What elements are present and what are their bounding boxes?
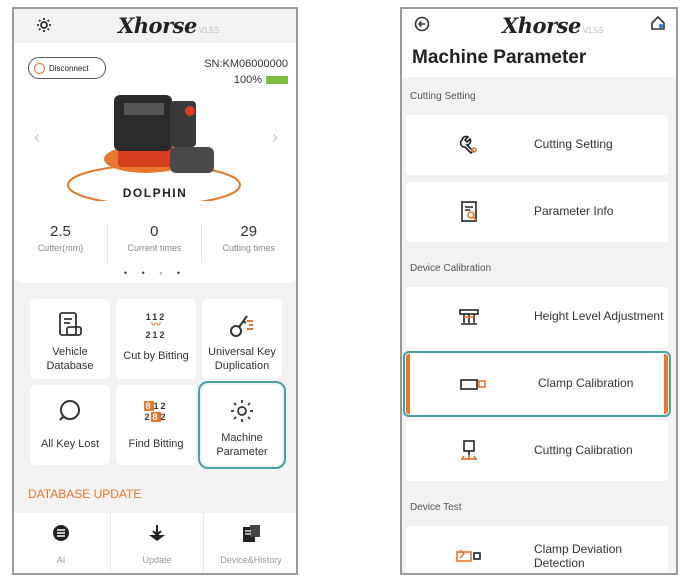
back-icon[interactable] (414, 16, 430, 37)
unlink-icon (34, 63, 45, 74)
clamp-icon (458, 369, 488, 399)
find-bitting-icon: 812 282 (144, 401, 168, 422)
row-clamp-deviation-detection[interactable]: Clamp Deviation Detection (406, 526, 668, 575)
prev-arrow-icon[interactable]: ‹ (34, 127, 40, 147)
stat-cutting-times: 29 Cutting times (222, 223, 275, 253)
machine-parameter-tile[interactable]: Machine Parameter (202, 385, 282, 465)
all-key-lost-tile[interactable]: All Key Lost (30, 385, 110, 465)
nav-update[interactable]: Update (110, 513, 204, 573)
page-title: Machine Parameter (412, 47, 587, 68)
machine-image (66, 81, 246, 201)
brand-logo: Xhorse V1.5.5 (502, 13, 603, 38)
brand-logo: Xhorse V1.5.5 (118, 13, 219, 38)
height-level-icon (454, 302, 484, 332)
database-update-link[interactable]: DATABASE UPDATE (28, 487, 142, 501)
home-screen (12, 7, 298, 575)
cut-by-bitting-tile[interactable]: 112 〰 212 Cut by Bitting (116, 299, 196, 379)
next-arrow-icon[interactable]: › (272, 127, 278, 147)
page-indicator: • • ◦ • (123, 268, 187, 278)
stat-cutter: 2.5 Cutter(mm) (14, 223, 108, 263)
row-parameter-info[interactable]: Parameter Info (406, 182, 668, 242)
search-icon (30, 397, 110, 427)
find-bitting-tile[interactable]: 812 282 Find Bitting (116, 385, 196, 465)
gear-icon (202, 397, 282, 427)
universal-key-duplication-tile[interactable]: Universal Key Duplication (202, 299, 282, 379)
cutting-calibration-icon (454, 436, 484, 466)
vehicle-database-tile[interactable]: Vehicle Database (30, 299, 110, 379)
ai-icon (14, 524, 108, 546)
nav-ai[interactable]: AI (14, 513, 108, 573)
device-history-icon (204, 524, 298, 546)
wrench-icon (454, 130, 484, 160)
bitting-icon: 112 〰 212 (145, 312, 167, 340)
bottom-nav (14, 513, 296, 573)
nav-device-history[interactable]: Device&History (204, 513, 298, 573)
row-clamp-calibration[interactable]: Clamp Calibration (406, 354, 668, 414)
section-heading: Cutting Setting (410, 91, 476, 102)
row-cutting-setting[interactable]: Cutting Setting (406, 115, 668, 175)
download-icon (111, 524, 203, 546)
machine-name: DOLPHIN (122, 186, 188, 200)
section-heading: Device Test (410, 502, 462, 513)
stats-row (14, 223, 296, 263)
machine-parameter-screen (400, 7, 678, 575)
clamp-deviation-icon (454, 541, 484, 571)
section-heading: Device Calibration (410, 263, 492, 274)
settings-icon[interactable] (36, 17, 52, 38)
vehicle-database-icon (30, 311, 110, 341)
battery-icon (266, 76, 288, 84)
key-duplication-icon (202, 311, 282, 341)
document-search-icon (454, 197, 484, 227)
disconnect-button[interactable]: Disconnect (28, 57, 106, 79)
battery-status: 100% (234, 74, 288, 86)
device-card (14, 43, 296, 283)
home-icon[interactable] (650, 15, 666, 36)
row-height-level-adjustment[interactable]: Height Level Adjustment (406, 287, 668, 347)
row-cutting-calibration[interactable]: Cutting Calibration (406, 421, 668, 481)
serial-number: SN:KM06000000 (204, 58, 288, 70)
stat-current-times: 0 Current times (108, 223, 202, 263)
